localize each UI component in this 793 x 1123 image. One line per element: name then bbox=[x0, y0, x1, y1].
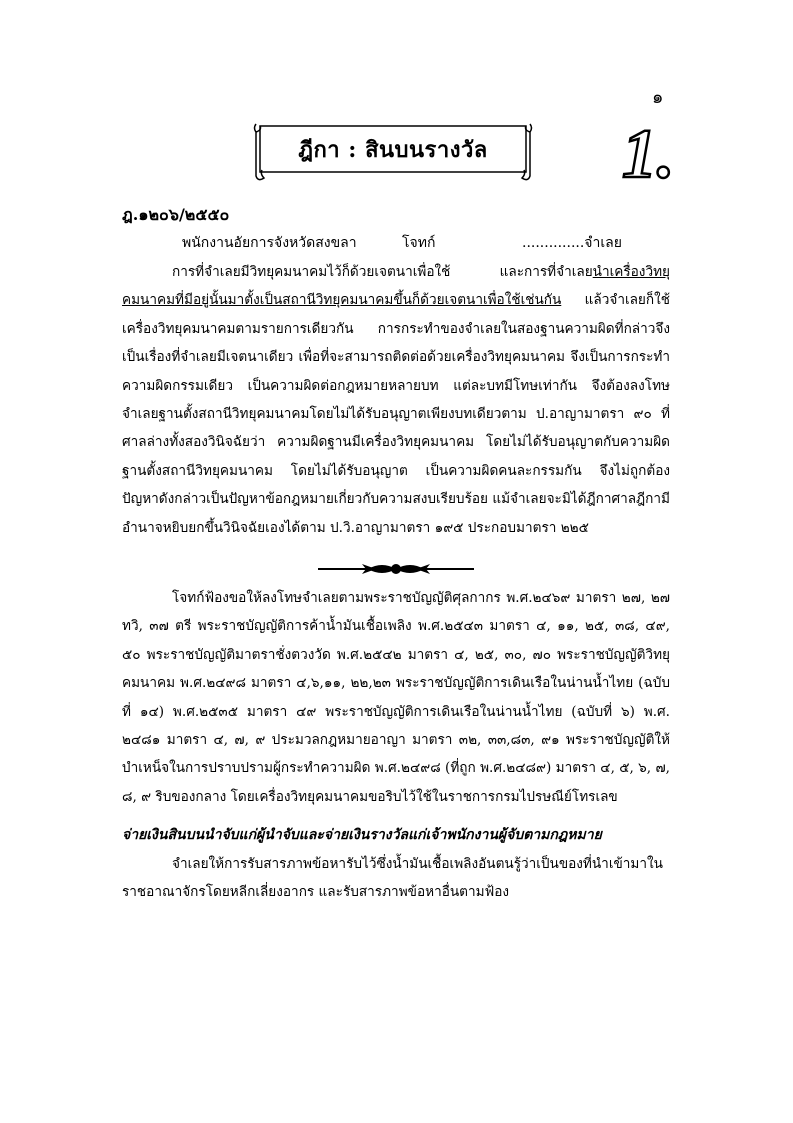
summary-part-2: แล้วจำเลยก็ใช้เครื่องวิทยุคมนาคมตามรายการเดียวกัน การกระทำของจำเลยในสองฐานความผิดที่กล่าวจึงเป็นเรื่องที่จำเลยมีเจตนาเดียว เพื่อที่จะสามารถติดต่อด้วยเครื่องวิทยุคมนาคม จึงเป็นการกระทำความผิดกรรมเดียว เป็นความผิดต่อกฎหมายหลายบท แต่ละบทมีโทษเท่ากัน จึงต้องลงโทษจำเลยฐานตั้งสถานีวิทยุคมนาคมโดยไม่ได้รับอนุญาตเพียงบทเดียวตาม ป.อาญามาตรา ๙๐ ที่ศาลล่างทั้งสองวินิจฉัยว่า ความผิดฐานมีเครื่องวิทยุคมนาคม โดยไม่ได้รับอนุญาตกับความผิดฐานตั้งสถานีวิทยุคมนาคม โดยไม่ได้รับอนุญาต เป็นความผิดคนละกรรมกัน จึงไม่ถูกต้อง ปัญหาดังกล่าวเป็นปัญหาข้อกฎหมายเกี่ยวกับความสงบเรียบร้อย แม้จำเลยจะมิได้ฎีกาศาลฎีกามีอำนาจหยิบยกขึ้นวินิจฉัยเองได้ตาม ป.วิ.อาญามาตรา ๑๙๕ ประกอบมาตรา ๒๒๕ bbox=[122, 292, 671, 536]
banner-title: ฎีกา : สินบนรางวัล bbox=[298, 136, 488, 163]
ornament-divider bbox=[316, 561, 476, 577]
summary-part-1: การที่จำเลยมีวิทยุคมนาคมไว้ก็ด้วยเจตนาเพื่อใช้ และการที่จำเลย bbox=[172, 264, 593, 280]
chapter-mark: 1. bbox=[622, 116, 675, 193]
case-number: ฎ.๑๒๐๖/๒๕๕๐ bbox=[122, 205, 230, 224]
defendant-label: ..............จำเลย bbox=[522, 235, 622, 251]
case-summary bbox=[122, 258, 670, 542]
body-paragraph-1: โจทก์ฟ้องขอให้ลงโทษจำเลยตามพระราชบัญญัติศุลกากร พ.ศ.๒๔๖๙ มาตรา ๒๗, ๒๗ ทวิ, ๓๗ ตรี พระราชบัญญัติการค้าน้ำมันเชื้อเพลิง พ.ศ.๒๕๔๓ มาตรา ๔, ๑๑, ๒๕, ๓๘, ๔๙, ๕๐ พระราชบัญญัติมาตราชั่งตวงวัด พ.ศ.๒๕๔๒ มาตรา ๔, ๒๕, ๓๐, ๗๐ พระราชบัญญัติวิทยุคมนาคม พ.ศ.๒๔๙๘ มาตรา ๔,๖,๑๑, ๒๒,๒๓ พระราชบัญญัติการเดินเรือในน่านน้ำไทย (ฉบับที่ ๑๔) พ.ศ.๒๕๓๕ มาตรา ๔๙ พระราชบัญญัติการเดินเรือในน่านน้ำไทย (ฉบับที่ ๖) พ.ศ. ๒๔๘๑ มาตรา ๔, ๗, ๙ ประมวลกฎหมายอาญา มาตรา ๓๒, ๓๓,๘๓, ๙๑ พระราชบัญญัติให้บำเหน็จในการปราบปรามผู้กระทำความผิด พ.ศ.๒๔๙๘ (ที่ถูก พ.ศ.๒๔๘๙) มาตรา ๔, ๕, ๖, ๗, ๘, ๙ ริบของกลาง โดยเครื่องวิทยุคมนาคมขอริบไว้ใช้ในราชการกรมไปรษณีย์โทรเลข bbox=[122, 590, 670, 805]
title-banner bbox=[252, 122, 534, 182]
prosecutor-name: พนักงานอัยการจังหวัดสงขลา bbox=[182, 235, 357, 251]
page-number: ๑ bbox=[652, 87, 664, 108]
body-paragraph-2: จำเลยให้การรับสารภาพข้อหารับไว้ซึ่งน้ำมันเชื้อเพลิงอันตนรู้ว่าเป็นของที่นำเข้ามาในราชอาณาจักรโดยหลีกเลี่ยงอากร และรับสารภาพข้อหาอื่นตามฟ้อง bbox=[122, 856, 663, 901]
summary-underlined: นำเครื่องวิทยุคมนาคมที่มีอยู่นั้นมาตั้งเป็นสถานีวิทยุคมนาคมขึ้นก็ด้วยเจตนาเพื่อใช้เช่นกัน bbox=[122, 264, 670, 309]
plaintiff-label: โจทก์ bbox=[402, 235, 436, 251]
charge-line: จ่ายเงินสินบนนำจับแก่ผู้นำจับและจ่ายเงินรางวัลแก่เจ้าพนักงานผู้จับตามกฎหมาย bbox=[122, 827, 602, 843]
parties-line bbox=[182, 232, 622, 254]
